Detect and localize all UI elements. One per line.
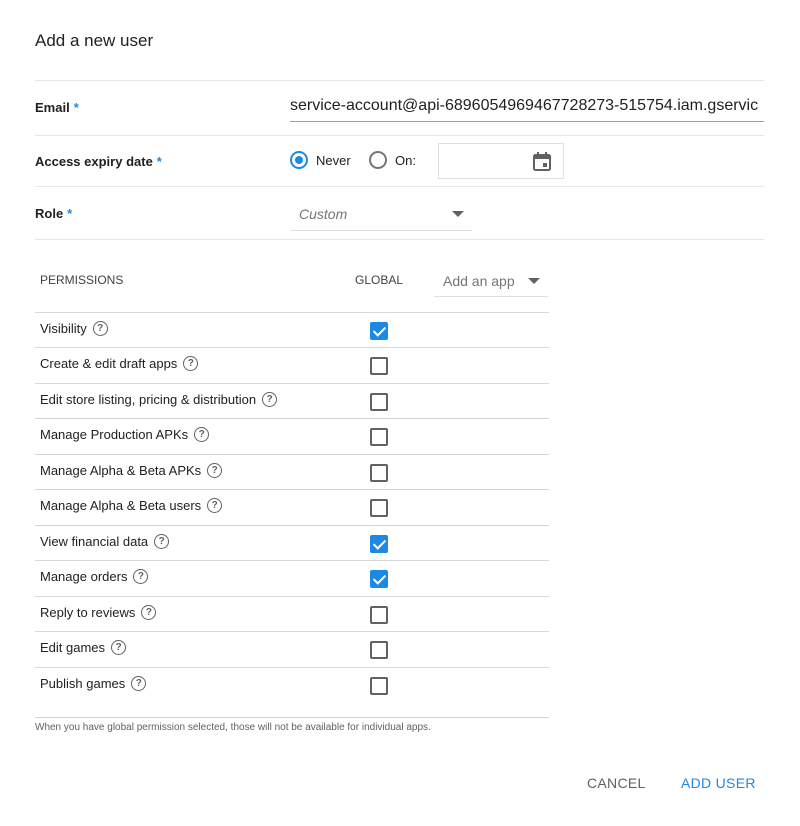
permission-label-text: Create & edit draft apps <box>40 356 178 372</box>
divider <box>35 80 764 81</box>
permission-label <box>40 321 108 336</box>
permission-label-text: Manage orders <box>40 569 128 585</box>
required-mark: * <box>156 154 162 169</box>
divider <box>35 135 764 136</box>
dialog-title: Add a new user <box>35 31 154 50</box>
help-circle-icon[interactable]: ? <box>262 392 277 407</box>
global-permission-checkbox[interactable] <box>370 606 388 624</box>
help-circle-icon[interactable]: ? <box>207 498 222 513</box>
divider <box>35 186 764 187</box>
add-user-button[interactable]: ADD USER <box>681 775 756 791</box>
role-label <box>35 206 72 221</box>
global-permission-checkbox[interactable] <box>370 393 388 411</box>
permission-label-text: Edit store listing, pricing & distribution <box>40 391 257 407</box>
chevron-down-icon <box>452 211 464 217</box>
global-permission-checkbox[interactable] <box>370 428 388 446</box>
global-permission-note: When you have global permission selected, those will not be available for individual apps. <box>35 722 431 733</box>
global-permission-checkbox[interactable] <box>370 641 388 659</box>
permission-row <box>35 312 549 347</box>
divider <box>35 239 764 240</box>
required-mark: * <box>73 100 79 115</box>
permission-row <box>35 383 549 418</box>
permission-row <box>35 489 549 524</box>
permission-label <box>40 392 277 407</box>
permission-label <box>40 605 156 620</box>
permission-label-text: Edit games <box>40 640 106 656</box>
global-permission-checkbox[interactable] <box>370 357 388 375</box>
never-radio[interactable] <box>290 151 308 169</box>
global-permission-checkbox[interactable] <box>370 677 388 695</box>
permission-label <box>40 498 222 513</box>
permission-label-text: Publish games <box>40 675 126 691</box>
help-circle-icon[interactable]: ? <box>183 356 198 371</box>
expiry-date-input[interactable] <box>438 143 564 179</box>
help-circle-icon[interactable]: ? <box>111 640 126 655</box>
permission-label <box>40 569 148 584</box>
permission-row <box>35 631 549 666</box>
permission-row <box>35 596 549 631</box>
help-circle-icon[interactable]: ? <box>93 321 108 336</box>
permission-label-text: Manage Alpha & Beta users <box>40 498 202 514</box>
email-label <box>35 100 79 115</box>
required-mark: * <box>67 206 73 221</box>
never-radio-label: Never <box>316 153 351 168</box>
calendar-icon[interactable] <box>533 152 551 171</box>
role-label-text: Role <box>35 206 64 221</box>
permission-row <box>35 667 549 702</box>
permission-label-text: Manage Alpha & Beta APKs <box>40 462 202 478</box>
role-select-value: Custom <box>299 206 348 222</box>
permission-label-text: View financial data <box>40 533 149 549</box>
expiry-label <box>35 154 162 169</box>
permission-label <box>40 356 198 371</box>
permission-row <box>35 525 549 560</box>
global-permission-checkbox[interactable] <box>370 535 388 553</box>
global-permission-checkbox[interactable] <box>370 570 388 588</box>
email-label-text: Email <box>35 100 70 115</box>
help-circle-icon[interactable]: ? <box>194 427 209 442</box>
permission-label <box>40 640 126 655</box>
expiry-label-text: Access expiry date <box>35 154 153 169</box>
permission-label-text: Reply to reviews <box>40 604 136 620</box>
help-circle-icon[interactable]: ? <box>141 605 156 620</box>
cancel-button[interactable]: CANCEL <box>587 775 646 791</box>
permission-row <box>35 418 549 453</box>
add-app-select-value: Add an app <box>443 273 515 289</box>
global-permission-checkbox[interactable] <box>370 464 388 482</box>
permission-label <box>40 534 169 549</box>
on-date-radio-label: On: <box>395 153 416 168</box>
permission-label <box>40 463 222 478</box>
add-app-select[interactable] <box>434 265 548 297</box>
global-permission-checkbox[interactable] <box>370 499 388 517</box>
permission-label-text: Manage Production APKs <box>40 427 189 443</box>
help-circle-icon[interactable]: ? <box>133 569 148 584</box>
role-select[interactable] <box>290 199 472 231</box>
email-field[interactable]: service-account@api-6896054969467728273-515754.iam.gservic <box>290 96 764 122</box>
permission-label-text: Visibility <box>40 321 87 336</box>
on-date-radio[interactable] <box>369 151 387 169</box>
permission-row <box>35 454 549 489</box>
chevron-down-icon <box>528 278 540 284</box>
global-permission-checkbox[interactable] <box>370 322 388 340</box>
permissions-header: PERMISSIONS <box>40 273 124 287</box>
permission-row <box>35 347 549 382</box>
help-circle-icon[interactable]: ? <box>154 534 169 549</box>
help-circle-icon[interactable]: ? <box>131 676 146 691</box>
permission-label <box>40 427 209 442</box>
global-header: GLOBAL <box>355 273 404 287</box>
help-circle-icon[interactable]: ? <box>207 463 222 478</box>
permission-row <box>35 560 549 595</box>
permission-label <box>40 676 146 691</box>
divider <box>35 717 549 718</box>
